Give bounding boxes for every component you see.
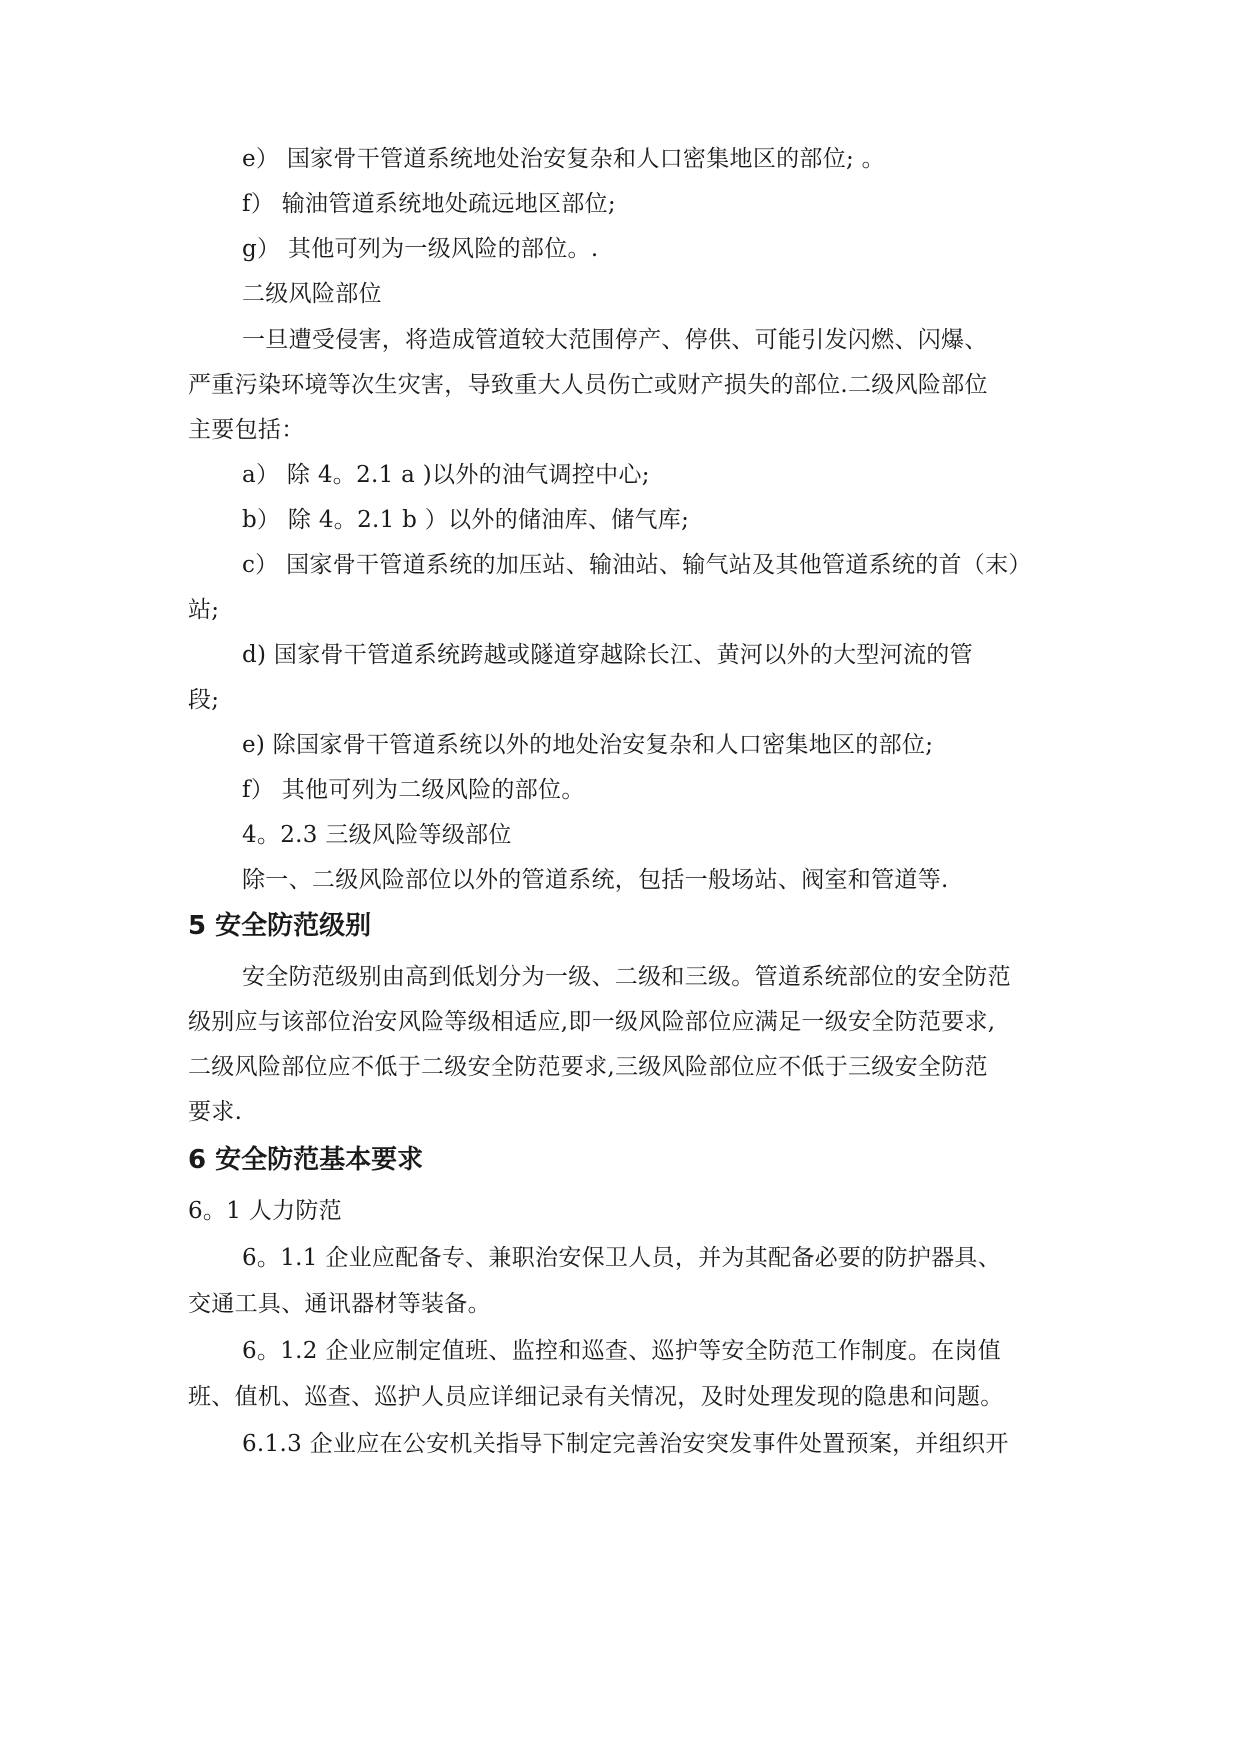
list-item: f） 输油管道系统地处疏远地区部位; <box>242 191 616 217</box>
paragraph-line: 级别应与该部位治安风险等级相适应,即一级风险部位应满足一级安全防范要求, <box>188 1009 996 1035</box>
subsection-title: 二级风险部位 <box>242 281 382 307</box>
list-item: c） 国家骨干管道系统的加压站、输油站、输气站及其他管道系统的首（末） <box>242 552 1032 578</box>
paragraph-line: 严重污染环境等次生灾害，导致重大人员伤亡或财产损失的部位.二级风险部位 <box>188 372 988 398</box>
list-item-continuation: 站; <box>188 597 220 623</box>
section-heading: 5 安全防范级别 <box>188 911 372 941</box>
paragraph-line: 一旦遭受侵害，将造成管道较大范围停产、停供、可能引发闪燃、闪爆、 <box>242 327 988 353</box>
paragraph-line: 交通工具、通讯器材等装备。 <box>188 1291 491 1317</box>
list-item: b） 除 4。2.1 b ）以外的储油库、储气库; <box>242 507 690 533</box>
list-item: g） 其他可列为一级风险的部位。. <box>242 236 599 262</box>
paragraph-line: 主要包括： <box>188 417 305 443</box>
paragraph-line: 6.1.3 企业应在公安机关指导下制定完善治安突发事件处置预案，并组织开 <box>242 1431 1009 1457</box>
section-heading: 6 安全防范基本要求 <box>188 1145 424 1175</box>
paragraph-line: 6。1.1 企业应配备专、兼职治安保卫人员，并为其配备必要的防护器具、 <box>242 1245 1002 1271</box>
paragraph-line: 安全防范级别由高到低划分为一级、二级和三级。管道系统部位的安全防范 <box>242 964 1011 990</box>
paragraph-line: 要求. <box>188 1099 243 1125</box>
subsection-title: 6。1 人力防范 <box>188 1198 342 1224</box>
list-item: f） 其他可列为二级风险的部位。 <box>242 777 585 803</box>
paragraph-line: 6。1.2 企业应制定值班、监控和巡查、巡护等安全防范工作制度。在岗值 <box>242 1338 1002 1364</box>
subsection-title: 4。2.3 三级风险等级部位 <box>242 822 512 848</box>
paragraph-line: 二级风险部位应不低于二级安全防范要求,三级风险部位应不低于三级安全防范 <box>188 1054 988 1080</box>
list-item: a） 除 4。2.1 a )以外的油气调控中心; <box>242 462 650 488</box>
list-item-continuation: 段; <box>188 687 220 713</box>
list-item: d) 国家骨干管道系统跨越或隧道穿越除长江、黄河以外的大型河流的管 <box>242 642 973 668</box>
paragraph-line: 除一、二级风险部位以外的管道系统，包括一般场站、阀室和管道等. <box>242 867 949 893</box>
list-item: e) 除国家骨干管道系统以外的地处治安复杂和人口密集地区的部位; <box>242 732 934 758</box>
list-item: e） 国家骨干管道系统地处治安复杂和人口密集地区的部位; 。 <box>242 146 885 172</box>
paragraph-line: 班、值机、巡查、巡护人员应详细记录有关情况，及时处理发现的隐患和问题。 <box>188 1384 1004 1410</box>
